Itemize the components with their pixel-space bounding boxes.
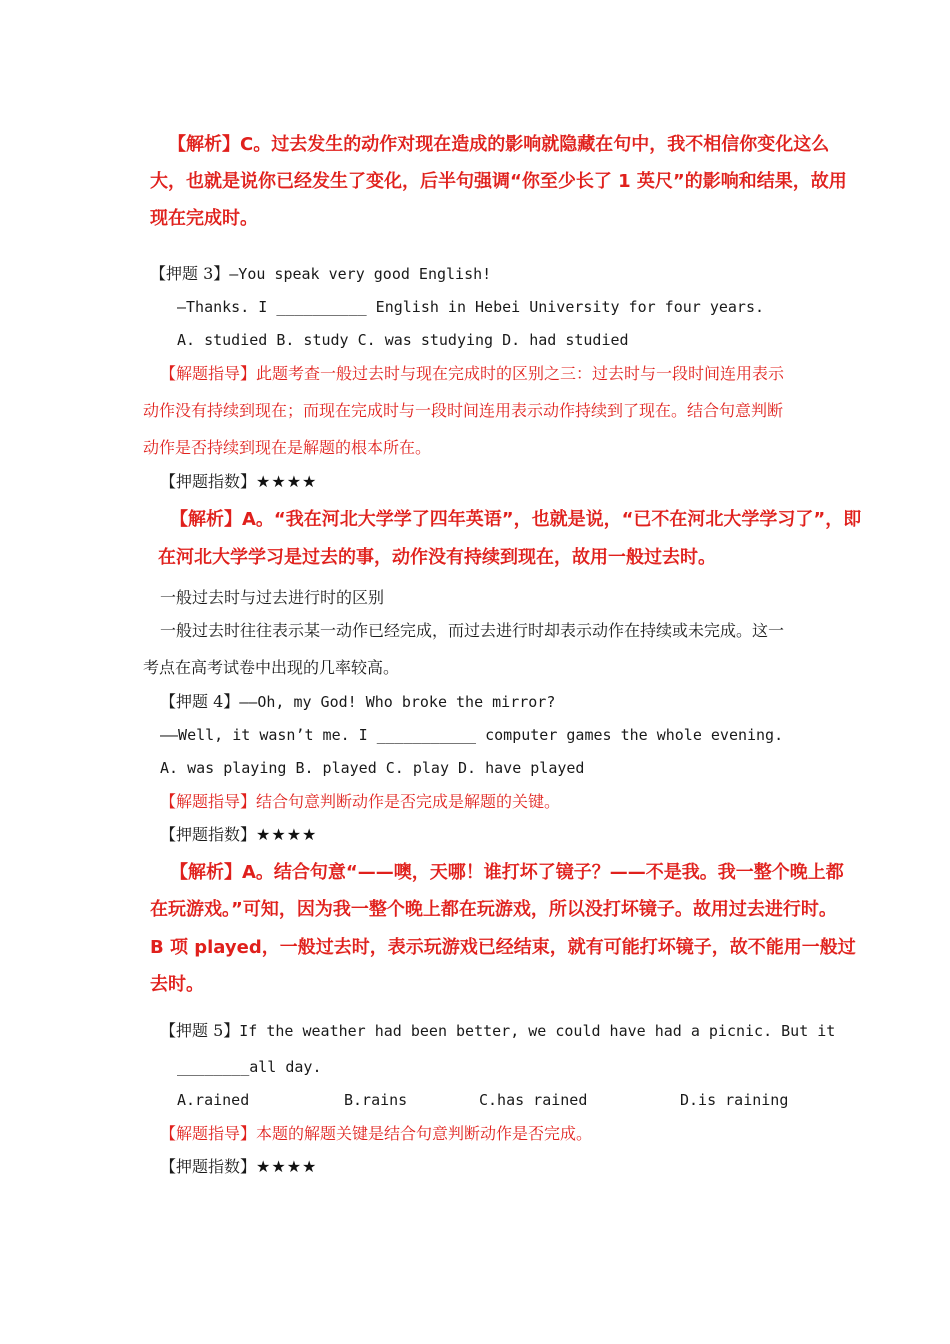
section-text: 考点在高考试卷中出现的几率较高。 [143,658,400,677]
prediction-index [160,827,317,843]
solution-guide: 【解题指导】此题考查一般过去时与现在完成时的区别之三：过去时与一段时间连用表示 [160,364,785,383]
analysis-line: 【解析】A。“我在河北大学学了四年英语”，也就是说，“已不在河北大学学习了”，即 [170,509,862,530]
prediction-index [160,1159,317,1175]
solution-guide-cont: 动作没有持续到现在；而现在完成时与一段时间连用表示动作持续到了现在。结合句意判断 [143,401,784,420]
question-4 [160,694,555,710]
option-a: A.rained [177,1091,250,1109]
option-b: B.rains [344,1091,408,1109]
analysis-line: 【解析】C。过去发生的动作对现在造成的影响就隐藏在句中，我不相信你变化这么 [168,134,830,155]
analysis-line: 大，也就是说你已经发生了变化，后半句强调“你至少长了 1 英尺”的影响和结果，故用 [150,171,847,192]
question-3 [150,266,491,282]
question-response: —Thanks. I __________ English in Hebei University for four years. [177,298,764,316]
question-label: 【押题 4】 [160,692,240,711]
analysis-line: 在玩游戏。”可知，因为我一整个晚上都在玩游戏，所以没打坏镜子。故用过去进行时。 [150,899,837,920]
question-label: 【押题 3】 [150,264,230,283]
analysis-line: 去时。 [150,974,204,995]
option-d: D.is raining [680,1091,789,1109]
star-rating: ★★★★ [256,1157,318,1176]
star-rating: ★★★★ [256,472,318,491]
question-label: 【押题 5】 [160,1021,240,1040]
question-options: A. studied B. study C. was studying D. had studied [177,331,629,349]
solution-guide: 【解题指导】本题的解题关键是结合句意判断动作是否完成。 [160,1124,593,1143]
question-text: ——Oh, my God! Who broke the mirror? [239,693,556,711]
analysis-line: 现在完成时。 [150,208,258,229]
analysis-line: B 项 played，一般过去时，表示玩游戏已经结束，就有可能打坏镜子，故不能用一般过 [150,937,856,958]
solution-guide-cont: 动作是否持续到现在是解题的根本所在。 [143,438,432,457]
index-label: 【押题指数】 [160,1157,257,1176]
question-text: If the weather had been better, we could have had a picnic. But it [239,1022,836,1040]
question-options: A. was playing B. played C. play D. have played [160,759,585,777]
index-label: 【押题指数】 [160,825,257,844]
analysis-line: 在河北大学学习是过去的事，动作没有持续到现在，故用一般过去时。 [158,547,716,568]
star-rating: ★★★★ [256,825,318,844]
question-response: ——Well, it wasn’t me. I ___________ computer games the whole evening. [160,726,784,744]
analysis-line: 【解析】A。结合句意“——噢，天哪！谁打坏了镜子？——不是我。我一整个晚上都 [170,862,844,883]
section-text: 一般过去时往往表示某一动作已经完成，而过去进行时却表示动作在持续或未完成。这一 [160,621,785,640]
question-5 [160,1023,835,1039]
question-text: —You speak very good English! [229,265,492,283]
prediction-index [160,474,317,490]
question-blank: ________all day. [177,1058,322,1076]
index-label: 【押题指数】 [160,472,257,491]
solution-guide: 【解题指导】结合句意判断动作是否完成是解题的关键。 [160,792,561,811]
section-title: 一般过去时与过去进行时的区别 [160,588,385,607]
option-c: C.has rained [479,1091,588,1109]
